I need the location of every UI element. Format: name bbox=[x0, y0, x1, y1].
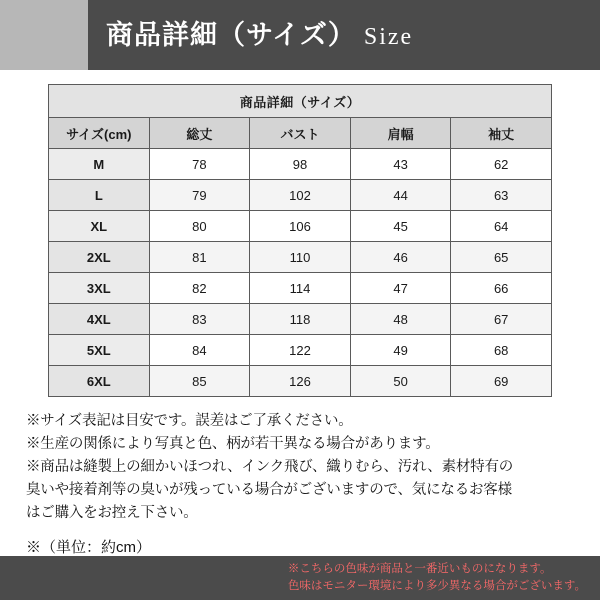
cell-shoulder: 47 bbox=[350, 273, 451, 304]
size-table-container bbox=[0, 70, 600, 397]
unit-note: ※（単位：約cm） bbox=[26, 539, 151, 557]
cell-shoulder: 48 bbox=[350, 304, 451, 335]
footer-note-line-1: ※こちらの色味が商品と一番近いものになります。 bbox=[287, 562, 552, 575]
cell-bust: 102 bbox=[250, 180, 351, 211]
cell-bust: 118 bbox=[250, 304, 351, 335]
page-footer bbox=[0, 556, 600, 600]
cell-sleeve: 63 bbox=[451, 180, 552, 211]
table-row bbox=[49, 366, 552, 397]
note-line: 臭いや接着剤等の臭いが残っている場合がございますので、気になるお客様 bbox=[26, 482, 512, 499]
cell-sleeve: 68 bbox=[451, 335, 552, 366]
cell-length: 79 bbox=[149, 180, 250, 211]
column-header-shoulder: 肩幅 bbox=[350, 118, 451, 149]
cell-bust: 114 bbox=[250, 273, 351, 304]
cell-sleeve: 65 bbox=[451, 242, 552, 273]
page-header bbox=[0, 0, 600, 70]
cell-sleeve: 62 bbox=[451, 149, 552, 180]
notes-block bbox=[0, 397, 600, 524]
cell-length: 82 bbox=[149, 273, 250, 304]
row-header-size: L bbox=[49, 180, 150, 211]
cell-sleeve: 69 bbox=[451, 366, 552, 397]
cell-shoulder: 50 bbox=[350, 366, 451, 397]
row-header-size: 5XL bbox=[49, 335, 150, 366]
footer-note-line-2: 色味はモニター環境により多少異なる場合がございます。 bbox=[287, 580, 586, 592]
column-header-length: 総丈 bbox=[149, 118, 250, 149]
table-row bbox=[49, 273, 552, 304]
table-row bbox=[49, 180, 552, 211]
row-header-size: 2XL bbox=[49, 242, 150, 273]
header-title-group bbox=[88, 19, 414, 50]
cell-shoulder: 46 bbox=[350, 242, 451, 273]
size-table bbox=[48, 84, 552, 397]
cell-sleeve: 66 bbox=[451, 273, 552, 304]
cell-length: 81 bbox=[149, 242, 250, 273]
cell-length: 84 bbox=[149, 335, 250, 366]
cell-length: 85 bbox=[149, 366, 250, 397]
note-line: ※生産の関係により写真と色、柄が若干異なる場合があります。 bbox=[26, 436, 440, 453]
cell-shoulder: 45 bbox=[350, 211, 451, 242]
page-subtitle: Size bbox=[363, 23, 414, 50]
cell-bust: 106 bbox=[250, 211, 351, 242]
footer-color-disclaimer bbox=[288, 561, 600, 596]
table-header-row bbox=[49, 118, 552, 149]
cell-shoulder: 44 bbox=[350, 180, 451, 211]
page-title: 商品詳細（サイズ） bbox=[106, 19, 356, 50]
table-row bbox=[49, 335, 552, 366]
table-caption-row bbox=[49, 85, 552, 118]
cell-bust: 122 bbox=[250, 335, 351, 366]
table-row bbox=[49, 149, 552, 180]
row-header-size: 4XL bbox=[49, 304, 150, 335]
column-header-size: サイズ(cm) bbox=[49, 118, 150, 149]
cell-shoulder: 49 bbox=[350, 335, 451, 366]
table-caption: 商品詳細（サイズ） bbox=[49, 85, 552, 118]
table-row bbox=[49, 304, 552, 335]
row-header-size: M bbox=[49, 149, 150, 180]
row-header-size: 6XL bbox=[49, 366, 150, 397]
cell-bust: 98 bbox=[250, 149, 351, 180]
cell-length: 78 bbox=[149, 149, 250, 180]
note-line: はご購入をお控え下さい。 bbox=[26, 505, 198, 522]
column-header-sleeve: 袖丈 bbox=[451, 118, 552, 149]
header-color-swatch bbox=[0, 0, 88, 70]
row-header-size: 3XL bbox=[49, 273, 150, 304]
cell-bust: 126 bbox=[250, 366, 351, 397]
cell-bust: 110 bbox=[250, 242, 351, 273]
cell-length: 83 bbox=[149, 304, 250, 335]
column-header-bust: バスト bbox=[250, 118, 351, 149]
cell-length: 80 bbox=[149, 211, 250, 242]
table-row bbox=[49, 242, 552, 273]
cell-sleeve: 67 bbox=[451, 304, 552, 335]
table-row bbox=[49, 211, 552, 242]
row-header-size: XL bbox=[49, 211, 150, 242]
note-line: ※商品は縫製上の細かいほつれ、インク飛び、織りむら、汚れ、素材特有の bbox=[26, 459, 514, 476]
cell-sleeve: 64 bbox=[451, 211, 552, 242]
cell-shoulder: 43 bbox=[350, 149, 451, 180]
note-line: ※サイズ表記は目安です。誤差はご了承ください。 bbox=[26, 413, 353, 429]
